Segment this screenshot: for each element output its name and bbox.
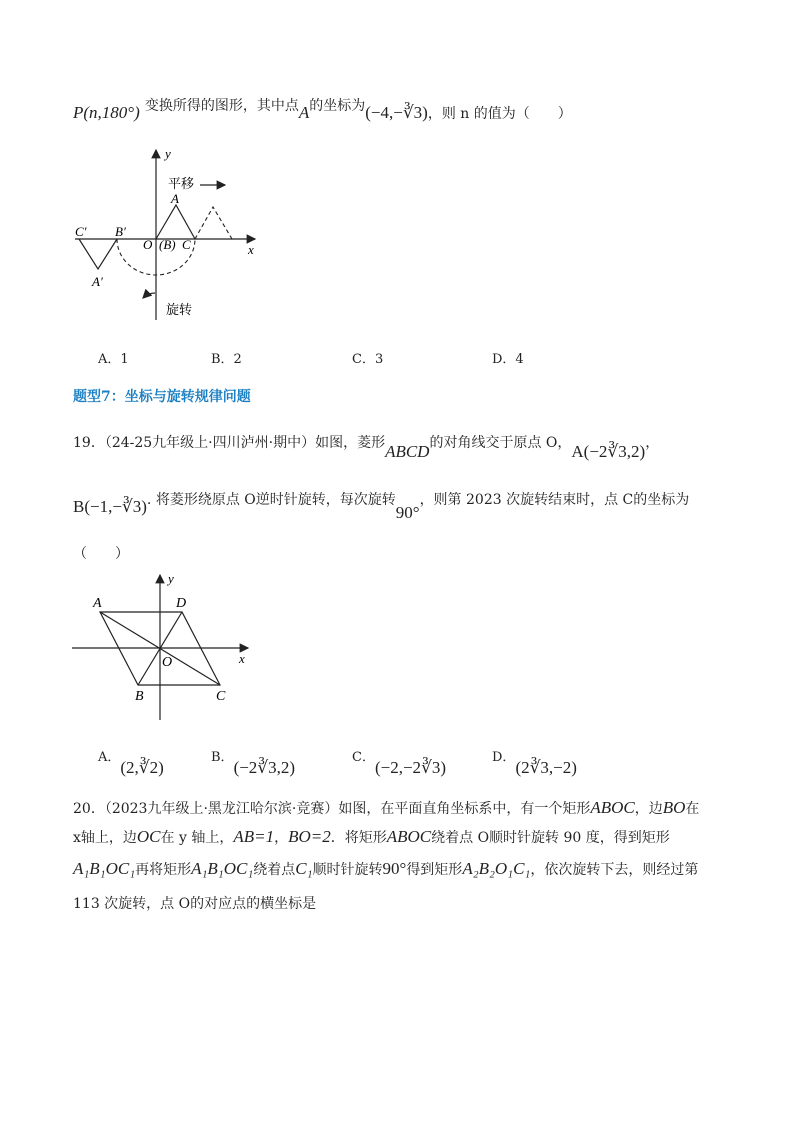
q18-stem-text-1: 变换所得的图形，其中点 — [144, 98, 299, 114]
q20-aboc: ABOC — [590, 798, 635, 817]
q18-label-cp: C′ — [75, 224, 87, 239]
q20-aboc-2: ABOC — [386, 827, 432, 846]
q20-bo-value: BO=2 — [288, 827, 331, 846]
q20-rect-a1b1oc1: A₁B₁OC₁ — [73, 859, 136, 878]
q20-line1-text: 20．（2023九年级上·黑龙江哈尔滨·竞赛）如图，在平面直角坐标系中，有一个矩形 — [73, 801, 591, 817]
q19-abcd: ABCD — [385, 442, 430, 461]
q20-line1-text2: ，边 — [634, 801, 663, 817]
q19-point-a: A(−2∛3,2) — [571, 442, 646, 461]
q20-line2-text2: 在 y 轴上， — [160, 830, 234, 846]
q20-line2-text3: ．将矩形 — [330, 830, 387, 846]
q20-line3-text2: 绕着点 — [253, 862, 296, 878]
q20-oc: OC — [136, 827, 161, 846]
q18-label-bp: B′ — [115, 224, 126, 239]
q18-label-b: (B) — [159, 237, 176, 252]
q18-label-c: C — [182, 237, 191, 252]
q19-figure — [70, 570, 260, 725]
q18-rotate-arrow — [143, 293, 155, 298]
q19-option-a-value: (2,∛2) — [120, 758, 164, 777]
q20-line2-text: x轴上，边 — [73, 830, 137, 846]
q19-line2-text: . 将菱形绕原点 O逆时针旋转，每次旋转 — [146, 492, 396, 508]
q19-line1-comma: ， — [645, 435, 660, 451]
q18-translated-triangle — [195, 207, 232, 239]
q19-option-b-value: (−2∛3,2) — [233, 758, 296, 777]
q19-option-b-letter: B． — [211, 750, 234, 765]
q18-label-ap: A′ — [92, 274, 103, 289]
q18-label-translate: 平移 — [168, 176, 195, 191]
q19-label-o: O — [162, 655, 173, 670]
q20-line2-sep: ， — [274, 830, 289, 846]
q18-option-a[interactable]: A．1 — [98, 352, 129, 367]
q19-line-2 — [73, 492, 690, 522]
q18-label-o: O — [143, 237, 153, 252]
q20-line-3 — [73, 859, 698, 879]
q18-stem-text-2: 的坐标为 — [309, 98, 366, 114]
q20-line3-text: 再将矩形 — [135, 862, 192, 878]
q19-label-x: x — [239, 651, 245, 666]
q19-deg: 90° — [395, 503, 420, 522]
q20-line1-text3: 在 — [685, 801, 700, 817]
q20-line3-text4: 得到矩形 — [406, 862, 463, 878]
q19-label-b: B — [135, 689, 144, 704]
q19-option-c-value: (−2,−2∛3) — [374, 758, 447, 777]
q19-label-c: C — [216, 689, 226, 704]
q20-line-1 — [73, 798, 699, 818]
q20-rect-a1b1oc1-2: A₁B₁OC₁ — [191, 859, 254, 878]
q19-option-a-letter: A． — [98, 750, 121, 765]
q19-line2-text2: ，则第 2023 次旋转结束时，点 C的坐标为 — [419, 492, 690, 508]
q20-line3-text5: ，依次旋转下去，则经过第 — [530, 862, 699, 878]
q18-stem-a: A — [298, 103, 310, 122]
q20-line2-text4: 绕着点 O顺时针旋转 90 度，得到矩形 — [431, 830, 670, 846]
q19-line1-text2: 的对角线交于原点 O， — [429, 435, 572, 451]
q19-option-d[interactable] — [492, 750, 577, 777]
q19-line-1 — [73, 432, 660, 461]
q20-bo: BO — [662, 798, 686, 817]
q20-line-4: 113 次旋转，点 O的对应点的横坐标是 — [73, 896, 317, 912]
q19-line1-text: 19．（24-25九年级上·四川泸州·期中）如图，菱形 — [73, 435, 386, 451]
q20-rect-a2b2o1c1: A₂B₂O₁C₁ — [462, 859, 531, 878]
q18-point-p: P(n,180°) — [73, 103, 140, 122]
q18-stem-text-3: ，则 n 的值为（ ） — [427, 106, 572, 122]
q19-label-y: y — [168, 571, 174, 586]
q18-option-c[interactable]: C．3 — [352, 352, 384, 367]
q19-line-3: （ ） — [73, 546, 129, 562]
q19-option-d-value: (2∛3,−2) — [515, 758, 577, 777]
q18-triangle-rotated — [79, 239, 117, 269]
q19-option-d-letter: D． — [492, 750, 516, 765]
q18-stem — [73, 98, 572, 123]
q19-option-c-letter: C． — [352, 750, 375, 765]
q20-line3-text3: 顺时针旋转 — [312, 862, 383, 878]
q18-option-b[interactable]: B．2 — [211, 352, 242, 367]
q20-point-c1: C₁ — [295, 859, 313, 878]
q20-deg: 90° — [382, 859, 407, 878]
q18-label-rotate: 旋转 — [166, 302, 193, 317]
q18-stem-coord: (−4,−∛3) — [365, 103, 428, 122]
q18-label-a: A — [171, 191, 179, 206]
q18-label-y: y — [165, 146, 171, 161]
q18-triangle-abc — [156, 205, 195, 239]
q19-label-a: A — [93, 596, 102, 611]
section-heading-7: 题型7：坐标与旋转规律问题 — [73, 389, 251, 405]
q18-label-x: x — [248, 242, 254, 257]
q18-figure — [70, 145, 270, 325]
q19-option-a[interactable] — [98, 750, 164, 777]
q19-point-b: B(−1,−∛3) — [73, 497, 147, 516]
q20-line-2 — [73, 827, 670, 847]
q20-ab: AB=1 — [233, 827, 275, 846]
q19-option-c[interactable] — [352, 750, 447, 777]
q19-option-b[interactable] — [211, 750, 296, 777]
q19-label-d: D — [176, 596, 187, 611]
q18-option-d[interactable]: D．4 — [492, 352, 524, 367]
